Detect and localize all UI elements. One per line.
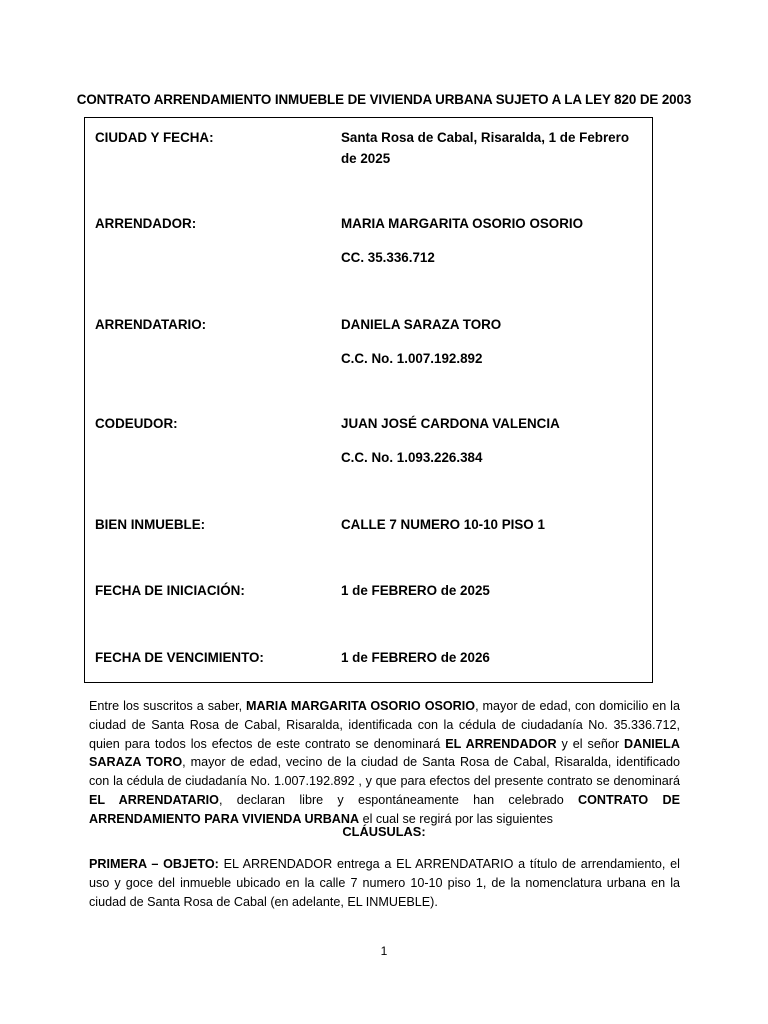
intro-text: , mayor de edad, con domicilio en la ciudad de Santa Rosa de Cabal, Risaralda, identificada con la cédula de ciudadanía No. 35.336.712, quien para todos los efectos de este contrato se denominará <box>89 699 680 751</box>
primera-text: EL ARRENDADOR entrega a EL ARRENDATARIO a título de arrendamiento, el uso y goce del inmueble ubicado en la calle 7 numero 10-10 piso 1, de la nomenclatura urbana en la ciudad de Santa Rosa de Cabal (en adelante, EL INMUEBLE). <box>89 857 680 909</box>
arrendatario-id: C.C. No. 1.007.192.892 <box>341 351 483 366</box>
arrendador-name: MARIA MARGARITA OSORIO OSORIO <box>341 216 584 231</box>
intro-arrendatario-term: EL ARRENDATARIO <box>89 792 219 807</box>
intro-text: Entre los suscritos a saber, <box>89 699 247 713</box>
page-number: 1 <box>380 944 388 958</box>
intro-text: , mayor de edad, vecino de la ciudad de Santa Rosa de Cabal, Risaralda, identificado con la cédula de ciudadanía No. 1.007.192.892 , y que para efectos del presente contrato se denominará <box>89 755 681 789</box>
bien-inmueble-value: CALLE 7 NUMERO 10-10 PISO 1 <box>341 517 545 532</box>
arrendatario-label: ARRENDATARIO: <box>95 317 207 332</box>
primera-label: PRIMERA – OBJETO: <box>89 857 219 871</box>
codeudor-id: C.C. No. 1.093.226.384 <box>341 450 483 465</box>
intro-contract-type: CONTRATO DE ARRENDAMIENTO PARA VIVIENDA URBANA <box>89 792 680 826</box>
intro-arrendador-term: EL ARRENDADOR <box>445 736 557 751</box>
bien-inmueble-label: BIEN INMUEBLE: <box>95 517 206 532</box>
arrendador-label: ARRENDADOR: <box>95 216 197 231</box>
document-title: CONTRATO ARRENDAMIENTO INMUEBLE DE VIVIENDA URBANA SUJETO A LA LEY 820 DE 2003 <box>76 92 692 107</box>
intro-arrendador-name: MARIA MARGARITA OSORIO OSORIO <box>246 699 476 713</box>
fecha-vencimiento-value: 1 de FEBRERO de 2026 <box>341 650 490 665</box>
fecha-iniciacion-value: 1 de FEBRERO de 2025 <box>341 583 490 598</box>
intro-text: el cual se regirá por las siguientes <box>359 811 553 826</box>
fecha-iniciacion-label: FECHA DE INICIACIÓN: <box>95 583 245 598</box>
intro-text: , declaran libre y espontáneamente han celebrado <box>218 792 579 807</box>
arrendatario-name: DANIELA SARAZA TORO <box>341 317 502 332</box>
intro-text: y el señor <box>556 736 624 751</box>
intro-paragraph <box>89 697 680 829</box>
primera-clausula <box>89 855 680 911</box>
clausulas-heading: CLÁUSULAS: <box>342 824 426 839</box>
intro-arrendatario-name: DANIELA SARAZA TORO <box>89 736 680 770</box>
ciudad-fecha-label: CIUDAD Y FECHA: <box>95 130 214 145</box>
codeudor-label: CODEUDOR: <box>95 416 178 431</box>
ciudad-fecha-value: Santa Rosa de Cabal, Risaralda, 1 de Febrero de 2025 <box>341 130 630 166</box>
arrendador-id: CC. 35.336.712 <box>341 250 435 265</box>
codeudor-name: JUAN JOSÉ CARDONA VALENCIA <box>341 416 560 431</box>
fecha-vencimiento-label: FECHA DE VENCIMIENTO: <box>95 650 264 665</box>
